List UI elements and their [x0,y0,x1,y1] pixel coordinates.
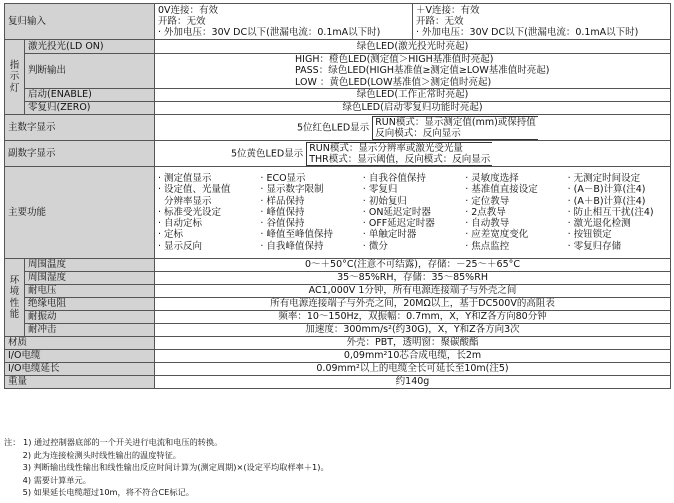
label-main-display: 主数字显示 [5,115,155,141]
value-material: 外壳：PBT，透明窗：聚碳酸酯 [155,337,671,350]
sub-display-line-2: THR模式：显示阈值，反向模式：反向显示 [309,153,491,165]
reset-npn-line-2: 开路：无效 [158,15,206,27]
value-sub-display [155,141,671,167]
feature-item: · 防止相互干扰(注4) [567,206,654,218]
group-indicator [5,40,25,115]
footnotes [4,436,329,499]
row-reset-input [5,4,671,40]
value-enable: 绿色LED(工作正常时亮起) [155,89,671,102]
label-main-functions: 主要功能 [5,167,155,259]
reset-pnp-cell [413,4,671,40]
row-judge-output [5,54,671,89]
feature-item: 分辨率显示 [158,195,212,207]
reset-pnp-line-3: · 外加电压：30V DC以下(泄漏电流：0.1mA以下时) [416,27,639,39]
row-insulation-resistance [5,298,671,311]
footnote-text: 3) 判断输出线性输出和线性输出反应时间计算为(测定周期)×(设定平均取样率＋1)。 [22,462,329,473]
row-enable [5,89,671,102]
feature-column-4 [465,173,567,251]
label-vibration: 耐振动 [25,311,155,324]
feature-item: · 测定值显示 [158,173,212,185]
footnote-5 [4,486,329,499]
label-judge-output: 判断输出 [25,54,155,89]
feature-item: · 零复归 [362,184,398,196]
feature-item: · 标准受光设定 [158,206,222,218]
feature-item: · 样品保持 [260,195,305,207]
value-ambient-humidity: 35～85%RH，存储：35～85%RH [155,272,671,285]
value-weight: 约140g [155,376,671,389]
value-io-cable: 0,09mm²10芯合成电缆，长2m [155,350,671,363]
judge-low-line: LOW ：黄色LED(LOW基准值＞测定值时亮起) [295,76,492,88]
label-weight: 重量 [5,376,155,389]
feature-item: · 定位教导 [465,195,510,207]
footnote-text: 1) 通过控制器底部的一个开关进行电流和电压的转换。 [23,437,223,447]
feature-item: · 设定值、光量值 [158,184,231,196]
judge-pass-line: PASS：绿色LED(HIGH基准值≥测定值≥LOW基准值时亮起) [295,65,550,77]
feature-item: · 单触定时器 [362,229,417,241]
value-laser-on: 绿色LED(激光投光时亮起) [155,40,671,54]
reset-pnp-line-2: 开路：无效 [416,15,464,27]
row-dielectric-strength [5,285,671,298]
reset-npn-line-1: 0V连接：有效 [158,4,219,16]
footnote-1 [4,436,329,449]
feature-item: · (A＋B)计算(注4) [567,195,646,207]
sub-display-line-1: RUN模式：显示分辨率或激光受光量 [309,142,463,154]
main-display-line-2: 反向模式：反向显示 [375,127,461,139]
main-display-prefix: 5位红色LED显示 [297,121,370,133]
feature-item: · (A－B)计算(注4) [567,184,646,196]
value-ambient-temperature: 0～＋50°C(注意不可结露)，存储：－25～＋65°C [155,259,671,272]
feature-item: · 灵敏度选择 [465,173,519,185]
value-io-cable-extension: 0.09mm²以上的电缆全长可延长至10m(注5) [155,363,671,376]
row-material [5,337,671,350]
feature-columns [158,171,670,253]
footnote-text: 4) 需要计算单元。 [22,474,91,485]
feature-item: · 按钮锁定 [567,229,612,241]
footnote-text: 2) 此为连接检测头时线性输出的温度特征。 [22,449,181,460]
row-sub-display [5,141,671,167]
row-laser-on [5,40,671,54]
value-shock: 加速度：300mm/s²(约30G)，X，Y和Z各方向3次 [155,324,671,337]
reset-npn-cell [155,4,413,40]
row-main-display [5,115,671,141]
row-main-functions [5,167,671,259]
reset-pnp-line-1: ＋V连接：有效 [416,4,480,16]
feature-item: · 自我峰值保持 [260,240,324,252]
feature-item: · 自我谷值保持 [362,173,426,185]
feature-item: · ON延迟定时器 [362,206,431,218]
value-insulation-resistance: 所有电源连接端子与外壳之间，20MΩ以上，基于DC500V的高阻表 [155,298,671,311]
reset-npn-line-3: · 外加电压：30V DC以下(泄漏电流：0.1mA以下时) [158,27,381,39]
group-environment-label: 环境性能 [9,275,20,320]
feature-item: · 焦点监控 [465,240,510,252]
label-ambient-humidity: 周围湿度 [25,272,155,285]
footnote-3 [4,461,329,474]
feature-item: · 自动定标 [158,218,203,230]
row-shock [5,324,671,337]
main-display-line-1: RUN模式：显示测定值(mm)或保持值 [375,116,536,128]
row-ambient-temperature [5,259,671,272]
feature-item: · 2点教导 [465,206,506,218]
label-insulation-resistance: 绝缘电阻 [25,298,155,311]
judge-high-line: HIGH：橙色LED(测定值＞HIGH基准值时亮起) [295,54,494,66]
feature-item: · 激光退化检测 [567,218,631,230]
feature-column-3 [363,173,465,251]
row-weight [5,376,671,389]
row-ambient-humidity [5,272,671,285]
feature-column-1 [158,173,260,251]
feature-item: · ECO显示 [260,173,306,185]
label-reset-input: 复归输入 [5,4,155,40]
feature-column-2 [260,173,362,251]
group-indicator-label: 指示灯 [9,60,20,94]
row-vibration [5,311,671,324]
row-io-cable [5,350,671,363]
sub-display-prefix: 5位黄色LED显示 [231,147,304,159]
label-io-cable: I/O电缆 [5,350,155,363]
label-material: 材质 [5,337,155,350]
footnote-text: 5) 如果延长电缆超过10m，将不符合CE标记。 [22,487,194,498]
value-zero: 绿色LED(启动零复归功能时亮起) [155,102,671,115]
value-main-display [155,115,671,141]
feature-item: · 基准值直接设定 [465,184,538,196]
feature-item: · 微分 [362,240,388,252]
group-environment [5,259,25,337]
feature-item: · 定标 [158,229,184,241]
value-dielectric-strength: AC1,000V 1分钟，所有电源连接端子与外壳之间 [155,285,671,298]
value-main-functions [155,167,671,259]
feature-item: · OFF延迟定时器 [362,218,435,230]
row-zero [5,102,671,115]
footnote-prefix: 注： [4,437,21,447]
feature-item: · 应差宽度变化 [465,229,529,241]
label-enable: 启动(ENABLE) [25,89,155,102]
spec-table [4,3,671,389]
label-ambient-temperature: 周围温度 [25,259,155,272]
label-dielectric-strength: 耐电压 [25,285,155,298]
feature-item: · 显示反向 [158,240,203,252]
footnote-2 [4,449,329,462]
feature-item: · 初始复归 [362,195,407,207]
value-judge-output [155,54,671,89]
label-laser-on: 激光投光(LD ON) [25,40,155,54]
spec-table-container [4,3,670,389]
feature-item: · 峰值保持 [260,206,305,218]
label-zero: 零复归(ZERO) [25,102,155,115]
feature-item: · 峰值至峰值保持 [260,229,333,241]
value-vibration: 频率：10～150Hz，双振幅：0.7mm，X，Y和Z各方向80分钟 [155,311,671,324]
sub-display-bracket [306,142,492,166]
label-io-cable-extension: I/O电缆延长 [5,363,155,376]
feature-item: · 显示数字限制 [260,184,324,196]
feature-item: · 自动教导 [465,218,510,230]
label-sub-display: 副数字显示 [5,141,155,167]
feature-column-5 [568,173,670,251]
feature-item: · 无测定时间设定 [567,173,641,185]
main-display-bracket [372,116,538,140]
feature-item: · 零复归存储 [567,240,622,252]
footnote-4 [4,474,329,487]
feature-item: · 谷值保持 [260,218,305,230]
label-shock: 耐冲击 [25,324,155,337]
row-io-cable-extension [5,363,671,376]
